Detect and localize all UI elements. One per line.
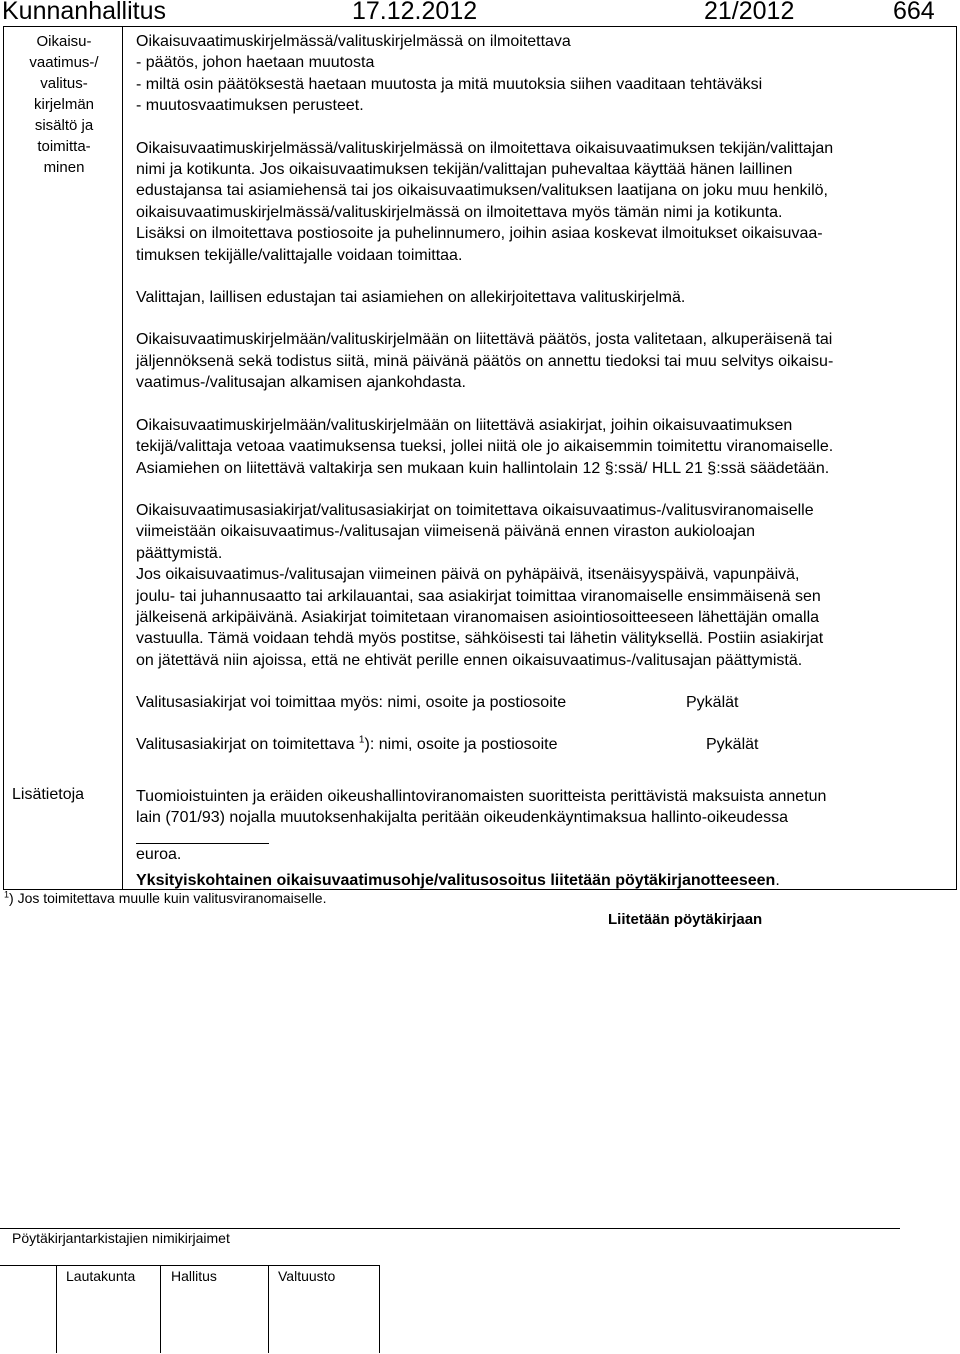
delivery-label <box>136 734 557 755</box>
signature-col-hallitus: Hallitus <box>171 1268 217 1284</box>
delivery-row-required <box>136 734 950 755</box>
section-label-line: toimitta- <box>37 138 91 155</box>
footnote-mark: 1 <box>4 889 10 900</box>
text-line: Lisäksi on ilmoitettava postiosoite ja puhelinnumero, joihin asiaa koskevat ilmoitukset oikaisuvaa- <box>136 225 823 243</box>
signature-col-lautakunta: Lautakunta <box>66 1268 136 1284</box>
spacer <box>136 308 950 329</box>
attachment-note: Liitetään pöytäkirjaan <box>608 911 763 928</box>
spacer <box>136 713 950 734</box>
text-line: Oikaisuvaatimuskirjelmään/valituskirjelmään on liitettävä asiakirjat, joihin oikaisuvaatimuksen <box>136 416 793 434</box>
text-line: Jos oikaisuvaatimus-/valitusajan viimeinen päivä on pyhäpäivä, itsenäisyyspäivä, vapunpäivä, <box>136 566 800 584</box>
meeting-number: 21/2012 <box>704 0 795 25</box>
signature-title: Pöytäkirjantarkistajien nimikirjaimet <box>12 1230 230 1246</box>
text-line: Oikaisuvaatimusasiakirjat/valitusasiakirjat on toimitettava oikaisuvaatimus-/valitusviranomaiselle <box>136 501 814 519</box>
footnote-ref: 1 <box>358 734 365 746</box>
delivery-label-post: ): nimi, osoite ja postiosoite <box>364 736 558 754</box>
section-label-line: kirjelmän <box>33 96 94 113</box>
spacer <box>136 479 950 500</box>
text-line: Tuomioistuinten ja eräiden oikeushallintoviranomaisten suoritteista perittävistä maksuista annetun <box>136 788 827 805</box>
spacer <box>136 671 950 692</box>
signature-col-divider <box>379 1265 380 1353</box>
org-name: Kunnanhallitus <box>2 0 167 25</box>
signature-row-rule <box>0 1265 380 1266</box>
signature-col-divider <box>268 1265 269 1353</box>
section-label-line: sisältö ja <box>34 117 94 134</box>
paragraph-attach-documents <box>136 415 950 479</box>
text-line: vaatimus-/valitusajan alkamisen ajankohdasta. <box>136 374 466 392</box>
footnote <box>4 890 326 906</box>
signature-col-divider <box>160 1265 161 1353</box>
paragraph-signature <box>136 287 950 308</box>
spacer <box>136 266 950 287</box>
text-line: nimi ja kotikunta. Jos oikaisuvaatimuksen tekijän/valittajan puhevaltaa käyttää hänen laillinen <box>136 161 793 179</box>
text-line: tekijä/valittaja vetoaa vaatimuksensa tueksi, jollei niitä ole jo aikaisemmin toimitettu viranomaiselle. <box>136 438 834 456</box>
footnote-text: ) Jos toimitettava muulle kuin valitusviranomaiselle. <box>9 890 327 906</box>
info-text <box>136 786 950 865</box>
text-line: joulu- tai juhannusaatto tai arkilauantai, saa asiakirjat toimittaa viranomaiselle ensimmäisenä sen <box>136 587 821 605</box>
text-line: vastuulla. Tämä voidaan tehdä myös postitse, sähköisesti tai lähetin välityksellä. Postiin asiakirjat <box>136 630 824 648</box>
text-line: timuksen tekijälle/valittajalle voidaan toimittaa. <box>136 246 463 264</box>
text-line: Oikaisuvaatimuskirjelmään/valituskirjelmään on liitettävä päätös, josta valitetaan, alkuperäisenä tai <box>136 331 833 349</box>
text-line: - miltä osin päätöksestä haetaan muutosta ja mitä muutoksia siihen vaaditaan tehtäväksi <box>136 75 763 93</box>
signature-col-divider <box>56 1265 57 1353</box>
instructions-period: . <box>775 872 780 889</box>
text-line: - päätös, johon haetaan muutosta <box>136 54 375 72</box>
text-line: Valittajan, laillisen edustajan tai asiamiehen on allekirjoitettava valituskirjelmä. <box>136 289 686 307</box>
section-label-line: vaatimus-/ <box>29 54 99 71</box>
paragraph-contents <box>136 31 950 117</box>
instructions-note <box>136 872 780 890</box>
fee-blank <box>136 829 269 844</box>
text-line: jälkeisenä arkipäivänä. Asiakirjat toimitetaan viranomaisen asiointiosoitteeseen lähettäjän omalla <box>136 608 820 626</box>
meeting-date: 17.12.2012 <box>352 0 478 25</box>
section-label-line: valitus- <box>40 75 88 92</box>
paragraph-identity <box>136 138 950 266</box>
text-line: - muutosvaatimuksen perusteet. <box>136 97 364 115</box>
text-line: on jätettävä niin ajoissa, että ne ehtivät perille ennen oikaisuvaatimus-/valitusajan päättymistä. <box>136 651 803 669</box>
text-line: edustajansa tai asiamiehensä tai jos oikaisuvaatimuksen/valituksen laatijana on joku muu henkilö, <box>136 182 828 200</box>
text-line: oikaisuvaatimuskirjelmässä/valituskirjelmässä on ilmoitettava myös tämän nimi ja kotikunta. <box>136 203 783 221</box>
section-label-line: Oikaisu- <box>36 33 92 50</box>
main-content <box>136 31 950 755</box>
text-line: viimeistään oikaisuvaatimus-/valitusajan viimeisenä päivänä ennen viraston aukioloajan <box>136 523 756 541</box>
text-line: Asiamiehen on liitettävä valtakirja sen mukaan kuin hallintolain 12 §:ssä/ HLL 21 §:ssä säädetään. <box>136 459 830 477</box>
text-line: lain (701/93) nojalla muutoksenhakijalta peritään oikeudenkäyntimaksua hallinto-oikeudessa <box>136 809 788 827</box>
text-line: päättymistä. <box>136 544 223 562</box>
column-divider <box>122 26 123 890</box>
instructions-text: Yksityiskohtainen oikaisuvaatimusohje/valitusosoitus liitetään pöytäkirjanotteeseen <box>136 872 776 889</box>
text-line: Oikaisuvaatimuskirjelmässä/valituskirjelmässä on ilmoitettava <box>136 33 571 50</box>
text-line: Oikaisuvaatimuskirjelmässä/valituskirjelmässä on ilmoitettava oikaisuvaatimuksen tekijän/valittajan <box>136 139 834 157</box>
delivery-label-pre: Valitusasiakirjat on toimitettava <box>136 736 355 754</box>
section-label <box>14 31 114 178</box>
signature-col-valtuusto: Valtuusto <box>278 1268 336 1284</box>
spacer <box>136 117 950 138</box>
text-line: jäljennöksenä sekä todistus siitä, minä päivänä päätös on annettu tiedoksi tai muu selvitys oikaisu- <box>136 352 834 370</box>
delivery-value: Pykälät <box>686 694 739 712</box>
delivery-value: Pykälät <box>706 736 759 754</box>
currency-suffix: euroa. <box>136 845 182 863</box>
spacer <box>136 394 950 415</box>
paragraph-delivery <box>136 500 950 671</box>
text-line <box>136 829 950 865</box>
signature-top-rule <box>0 1228 900 1229</box>
delivery-row-optional <box>136 692 950 713</box>
page-number: 664 <box>893 0 935 25</box>
info-label: Lisätietoja <box>12 786 85 803</box>
section-label-line: minen <box>43 159 85 176</box>
delivery-label: Valitusasiakirjat voi toimittaa myös: nimi, osoite ja postiosoite <box>136 694 567 712</box>
paragraph-attach-decision <box>136 329 950 393</box>
